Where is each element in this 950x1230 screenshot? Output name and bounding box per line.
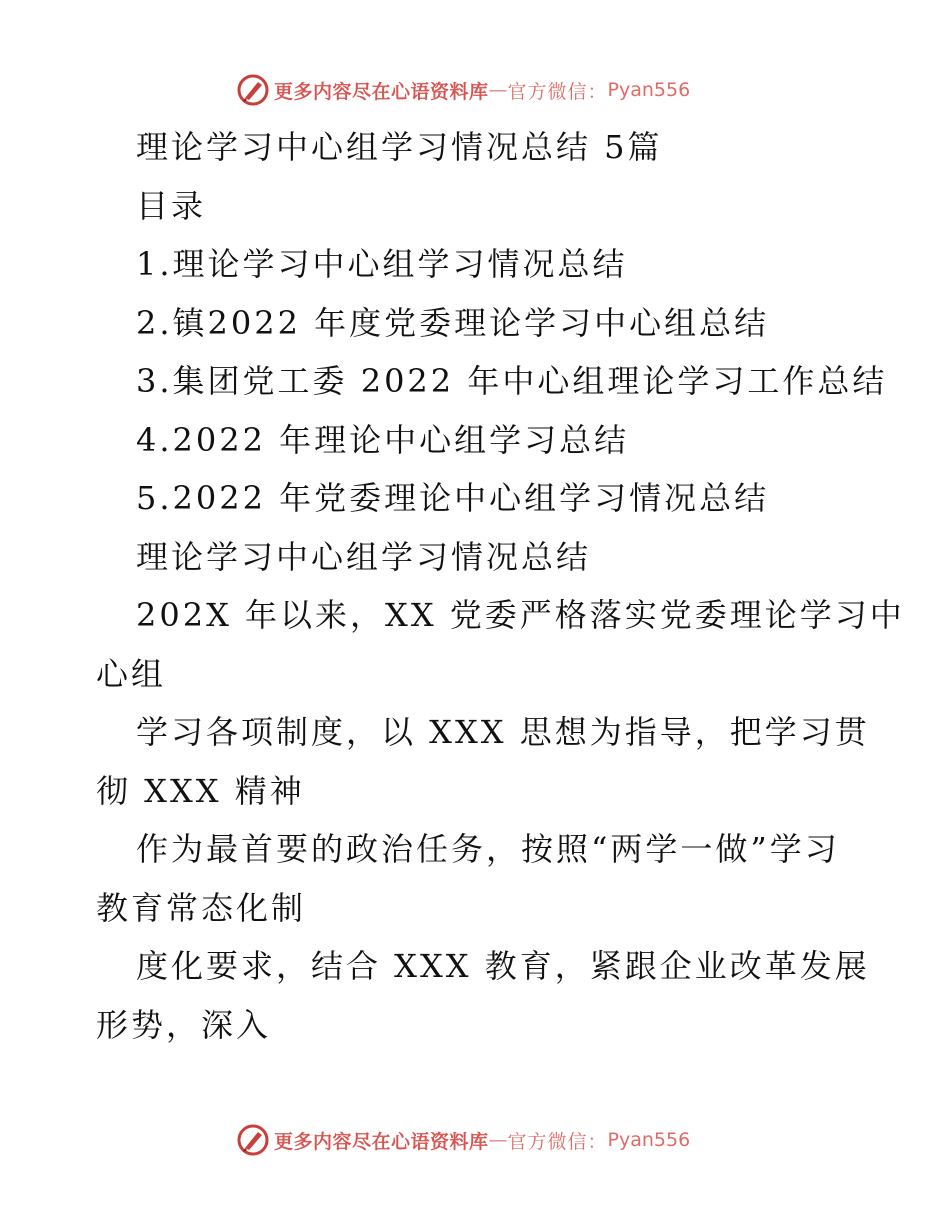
paragraph-line: 形势，深入 bbox=[96, 1005, 272, 1044]
paragraph-line: 心组 bbox=[96, 654, 167, 693]
paragraph-line: 202X 年以来，XX 党委严格落实党委理论学习中 bbox=[136, 596, 905, 634]
paragraph-line: 教育常态化制 bbox=[96, 888, 307, 927]
toc-item: 4.2022 年理论中心组学习总结 bbox=[136, 420, 630, 459]
quill-pen-icon bbox=[236, 73, 270, 107]
banner-dash: — bbox=[488, 79, 508, 101]
document-title: 理论学习中心组学习情况总结 5篇 bbox=[136, 128, 663, 166]
banner-wechat-id: Pyan556 bbox=[607, 1129, 691, 1151]
paragraph-line: 彻 XXX 精神 bbox=[96, 771, 305, 810]
section-heading: 理论学习中心组学习情况总结 bbox=[136, 537, 592, 576]
quill-pen-icon bbox=[236, 1123, 270, 1157]
toc-item: 5.2022 年党委理论中心组学习情况总结 bbox=[136, 479, 770, 517]
banner-main-text: 更多内容尽在心语资料库 bbox=[274, 80, 489, 103]
toc-item: 1.理论学习中心组学习情况总结 bbox=[136, 245, 628, 283]
banner-wechat-label: 官方微信： bbox=[507, 80, 608, 103]
paragraph-line: 度化要求，结合 XXX 教育，紧跟企业改革发展 bbox=[136, 947, 870, 985]
toc-item: 2.镇2022 年度党委理论学习中心组总结 bbox=[136, 303, 770, 342]
banner-wechat-id: Pyan556 bbox=[607, 79, 691, 101]
banner-main-text: 更多内容尽在心语资料库 bbox=[274, 1130, 489, 1153]
banner-dash: — bbox=[488, 1129, 508, 1151]
banner-wechat-label: 官方微信： bbox=[507, 1130, 608, 1153]
paragraph-line: 作为最首要的政治任务，按照“两学一做”学习 bbox=[136, 830, 840, 868]
toc-item: 3.集团党工委 2022 年中心组理论学习工作总结 bbox=[136, 362, 888, 400]
header-watermark-banner bbox=[236, 70, 716, 110]
toc-heading: 目录 bbox=[136, 186, 207, 225]
document-body bbox=[96, 118, 905, 1054]
footer-watermark-banner bbox=[236, 1120, 716, 1160]
paragraph-line: 学习各项制度，以 XXX 思想为指导，把学习贯 bbox=[136, 713, 870, 751]
